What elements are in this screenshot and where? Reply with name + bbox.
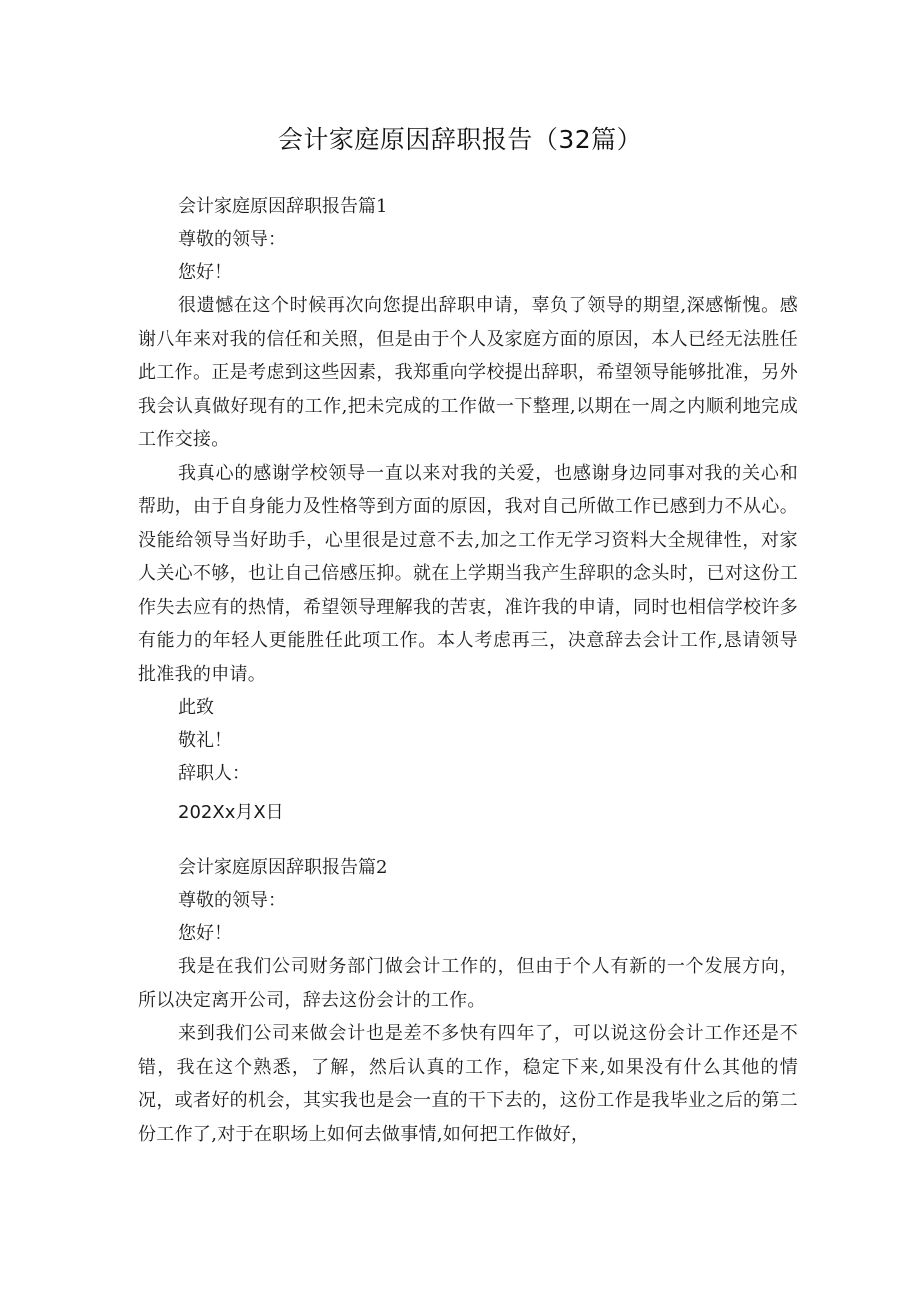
closing-line: 此致 (178, 697, 214, 718)
closing-line: 敬礼！ (178, 730, 232, 751)
body-paragraph: 我是在我们公司财务部门做会计工作的，但由于个人有新的一个发展方向，所以决定离开公司，辞去这份会计的工作。 (138, 956, 798, 1011)
section-gap (138, 829, 798, 851)
document-body (138, 190, 798, 1151)
signature-line: 辞职人： (178, 763, 250, 784)
section-1 (138, 190, 798, 829)
salutation: 尊敬的领导： (178, 229, 286, 250)
greeting: 您好！ (178, 262, 232, 283)
document-title: 会计家庭原因辞职报告（32篇） (277, 125, 643, 154)
section-heading: 会计家庭原因辞职报告篇2 (178, 857, 388, 878)
salutation: 尊敬的领导： (178, 890, 286, 911)
greeting: 您好！ (178, 923, 232, 944)
body-paragraph: 很遗憾在这个时候再次向您提出辞职申请，辜负了领导的期望,深感惭愧。感谢八年来对我的信任和关照，但是由于个人及家庭方面的原因，本人已经无法胜任此工作。正是考虑到这些因素，我郑重向学校提出辞职，希望领导能够批准，另外我会认真做好现有的工作,把未完成的工作做一下整理,以期在一周之内顺利地完成工作交接。 (138, 295, 798, 450)
date-line: 202Xx月X日 (178, 802, 284, 823)
body-paragraph: 我真心的感谢学校领导一直以来对我的关爱，也感谢身边同事对我的关心和帮助，由于自身能力及性格等到方面的原因，我对自己所做工作已感到力不从心。没能给领导当好助手，心里很是过意不去,加之工作无学习资料大全规律性，对家人关心不够，也让自己倍感压抑。就在上学期当我产生辞职的念头时，已对这份工作失去应有的热情，希望领导理解我的苦衷，准许我的申请，同时也相信学校许多有能力的年轻人更能胜任此项工作。本人考虑再三，决意辞去会计工作,恳请领导批准我的申请。 (138, 462, 798, 685)
section-2 (138, 851, 798, 1151)
body-paragraph: 来到我们公司来做会计也是差不多快有四年了，可以说这份会计工作还是不错，我在这个熟悉，了解，然后认真的工作，稳定下来,如果没有什么其他的情况，或者好的机会，其实我也是会一直的干下去的，这份工作是我毕业之后的第二份工作了,对于在职场上如何去做事情,如何把工作做好， (138, 1023, 798, 1145)
section-heading: 会计家庭原因辞职报告篇1 (178, 196, 388, 217)
